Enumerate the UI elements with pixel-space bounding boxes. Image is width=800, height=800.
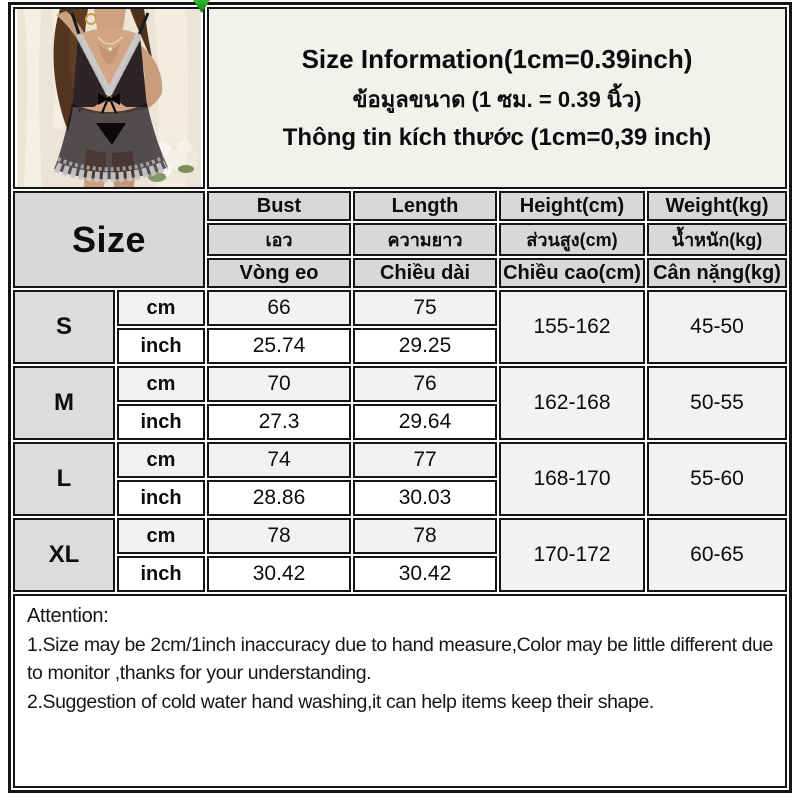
unit-label: cm (117, 442, 205, 478)
col-header-weight-vi: Cân nặng(kg) (647, 258, 787, 288)
length-cm-xl: 78 (353, 518, 497, 554)
length-cm-s: 75 (353, 290, 497, 326)
height-xl: 170-172 (499, 518, 645, 592)
bust-cm-l: 74 (207, 442, 351, 478)
col-header-weight-en: Weight(kg) (647, 191, 787, 221)
col-header-bust-th: เอว (207, 223, 351, 256)
size-table (11, 5, 789, 790)
col-header-height-th: ส่วนสูง(cm) (499, 223, 645, 256)
table-row (13, 518, 787, 554)
bust-cm-xl: 78 (207, 518, 351, 554)
size-label-s: S (13, 290, 115, 364)
title-english: Size Information(1cm=0.39inch) (301, 44, 693, 74)
unit-label: inch (117, 404, 205, 440)
col-header-bust-vi: Vòng eo (207, 258, 351, 288)
unit-label: inch (117, 480, 205, 516)
size-label-xl: XL (13, 518, 115, 592)
product-photo (17, 9, 201, 187)
attention-heading: Attention: (27, 605, 109, 627)
unit-label: inch (117, 328, 205, 364)
bust-inch-m: 27.3 (207, 404, 351, 440)
weight-m: 50-55 (647, 366, 787, 440)
unit-label: cm (117, 290, 205, 326)
length-inch-m: 29.64 (353, 404, 497, 440)
weight-xl: 60-65 (647, 518, 787, 592)
col-header-height-en: Height(cm) (499, 191, 645, 221)
height-s: 155-162 (499, 290, 645, 364)
size-corner-header: Size (13, 191, 205, 288)
bust-inch-l: 28.86 (207, 480, 351, 516)
size-label-m: M (13, 366, 115, 440)
table-row (13, 366, 787, 402)
col-header-length-th: ความยาว (353, 223, 497, 256)
attention-line-1: 1.Size may be 2cm/1inch inaccuracy due to hand measure,Color may be little different due to monitor ,thanks for your understanding. (27, 634, 773, 685)
col-header-length-en: Length (353, 191, 497, 221)
bust-inch-s: 25.74 (207, 328, 351, 364)
length-cm-l: 77 (353, 442, 497, 478)
length-inch-l: 30.03 (353, 480, 497, 516)
col-header-bust-en: Bust (207, 191, 351, 221)
attention-section (13, 594, 787, 788)
title-vietnamese: Thông tin kích thước (1cm=0,39 inch) (282, 124, 712, 151)
attention-line-2: 2.Suggestion of cold water hand washing,it can help items keep their shape. (27, 690, 654, 713)
height-m: 162-168 (499, 366, 645, 440)
length-cm-m: 76 (353, 366, 497, 402)
bust-cm-m: 70 (207, 366, 351, 402)
unit-label: cm (117, 366, 205, 402)
unit-label: cm (117, 518, 205, 554)
height-l: 168-170 (499, 442, 645, 516)
chart-outer-border (8, 2, 792, 793)
table-row (13, 290, 787, 326)
col-header-weight-th: น้ำหนัก(kg) (647, 223, 787, 256)
col-header-height-vi: Chiều cao(cm) (499, 258, 645, 288)
length-inch-xl: 30.42 (353, 556, 497, 592)
weight-l: 55-60 (647, 442, 787, 516)
length-inch-s: 29.25 (353, 328, 497, 364)
bust-cm-s: 66 (207, 290, 351, 326)
weight-s: 45-50 (647, 290, 787, 364)
product-photo-cell (13, 7, 205, 189)
size-label-l: L (13, 442, 115, 516)
title-cell (207, 7, 787, 189)
bust-inch-xl: 30.42 (207, 556, 351, 592)
title-thai: ข้อมูลขนาด (1 ซม. = 0.39 นิ้ว) (352, 87, 642, 112)
table-row (13, 442, 787, 478)
unit-label: inch (117, 556, 205, 592)
col-header-length-vi: Chiều dài (353, 258, 497, 288)
